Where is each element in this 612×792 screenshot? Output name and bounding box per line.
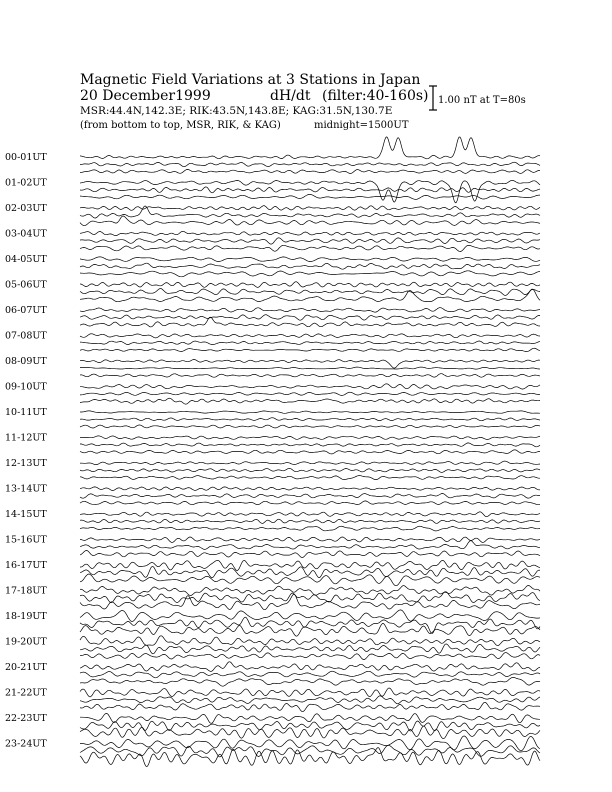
trace-20-21UT-KAG	[80, 662, 540, 672]
trace-17-18UT-RIK	[80, 592, 540, 603]
trace-05-06UT-KAG	[80, 282, 540, 288]
trace-18-19UT-MSR	[80, 623, 540, 636]
trace-06-07UT-RIK	[80, 315, 540, 321]
filter-label: (filter:40-160s)	[322, 88, 429, 104]
trace-22-23UT-KAG	[80, 713, 540, 723]
trace-17-18UT-KAG	[80, 586, 540, 596]
trace-14-15UT-KAG	[80, 512, 540, 517]
trace-20-21UT-RIK	[80, 671, 540, 678]
trace-15-16UT-RIK	[80, 541, 540, 550]
trace-11-12UT-MSR	[80, 450, 540, 454]
trace-22-23UT-RIK	[80, 721, 540, 731]
trace-21-22UT-MSR	[80, 702, 540, 711]
trace-03-04UT-KAG	[80, 231, 540, 235]
row-label-12-13UT: 12-13UT	[5, 458, 47, 469]
row-label-06-07UT: 06-07UT	[5, 305, 47, 316]
trace-16-17UT-RIK	[80, 566, 540, 577]
trace-19-20UT-KAG	[80, 636, 540, 646]
trace-19-20UT-RIK	[80, 644, 540, 654]
trace-18-19UT-RIK	[80, 617, 540, 633]
trace-06-07UT-KAG	[80, 308, 540, 313]
trace-20-21UT-MSR	[80, 677, 540, 686]
trace-19-20UT-MSR	[80, 653, 540, 660]
row-label-14-15UT: 14-15UT	[5, 509, 47, 520]
trace-08-09UT-KAG	[80, 360, 540, 369]
stations-label: MSR:44.4N,142.3E; RIK:43.5N,143.8E; KAG:31.5N,130.7E	[80, 105, 393, 117]
row-label-00-01UT: 00-01UT	[5, 152, 47, 163]
trace-05-06UT-MSR	[80, 289, 540, 302]
row-label-10-11UT: 10-11UT	[5, 407, 47, 418]
row-label-15-16UT: 15-16UT	[5, 534, 47, 546]
trace-12-13UT-MSR	[80, 476, 540, 480]
trace-04-05UT-MSR	[80, 271, 540, 277]
trace-12-13UT-RIK	[80, 468, 540, 472]
trace-15-16UT-MSR	[80, 551, 540, 558]
trace-04-05UT-KAG	[80, 257, 540, 262]
trace-01-02UT-KAG	[80, 180, 540, 203]
scale-bar-label: 1.00 nT at T=80s	[438, 95, 526, 106]
row-label-21-22UT: 21-22UT	[5, 687, 47, 699]
trace-16-17UT-KAG	[80, 560, 540, 570]
midnight-label: midnight=1500UT	[314, 120, 409, 131]
trace-06-07UT-MSR	[80, 317, 540, 327]
trace-02-03UT-KAG	[80, 206, 540, 211]
row-label-05-06UT: 05-06UT	[5, 279, 47, 291]
row-label-22-23UT: 22-23UT	[5, 713, 47, 724]
row-label-13-14UT: 13-14UT	[5, 483, 47, 495]
trace-15-16UT-KAG	[80, 537, 540, 543]
trace-00-01UT-RIK	[80, 162, 540, 167]
trace-05-06UT-RIK	[80, 289, 540, 296]
trace-21-22UT-RIK	[80, 696, 540, 704]
row-label-20-21UT: 20-21UT	[5, 662, 47, 673]
order-note: (from bottom to top, MSR, RIK, & KAG)	[80, 120, 281, 131]
trace-13-14UT-MSR	[80, 501, 540, 505]
row-label-04-05UT: 04-05UT	[5, 254, 47, 265]
trace-22-23UT-MSR	[80, 726, 540, 739]
trace-12-13UT-KAG	[80, 461, 540, 465]
trace-08-09UT-MSR	[80, 374, 540, 378]
row-label-11-12UT: 11-12UT	[5, 432, 47, 444]
quantity-label: dH/dt	[270, 88, 311, 104]
trace-10-11UT-RIK	[80, 418, 540, 421]
trace-13-14UT-RIK	[80, 494, 540, 499]
trace-17-18UT-MSR	[80, 594, 540, 609]
trace-03-04UT-RIK	[80, 238, 540, 244]
trace-23-24UT-KAG	[80, 736, 540, 751]
row-label-02-03UT: 02-03UT	[5, 203, 47, 214]
trace-10-11UT-MSR	[80, 425, 540, 428]
trace-08-09UT-RIK	[80, 367, 540, 369]
row-labels	[5, 152, 47, 750]
row-label-17-18UT: 17-18UT	[5, 585, 47, 597]
date-label: 20 December1999	[80, 88, 211, 104]
trace-00-01UT-MSR	[80, 169, 540, 173]
traces	[80, 137, 540, 767]
header	[80, 72, 526, 131]
row-label-07-08UT: 07-08UT	[5, 330, 47, 342]
row-label-03-04UT: 03-04UT	[5, 228, 47, 240]
trace-07-08UT-KAG	[80, 334, 540, 338]
trace-00-01UT-KAG	[80, 137, 540, 159]
trace-02-03UT-RIK	[80, 206, 540, 218]
trace-02-03UT-MSR	[80, 216, 540, 226]
trace-10-11UT-KAG	[80, 411, 540, 413]
row-label-08-09UT: 08-09UT	[5, 356, 47, 367]
row-label-01-02UT: 01-02UT	[5, 177, 47, 189]
row-label-19-20UT: 19-20UT	[5, 636, 47, 648]
trace-14-15UT-RIK	[80, 519, 540, 523]
row-label-23-24UT: 23-24UT	[5, 738, 47, 750]
trace-03-04UT-MSR	[80, 245, 540, 251]
trace-04-05UT-RIK	[80, 263, 540, 269]
row-label-16-17UT: 16-17UT	[5, 560, 47, 571]
trace-21-22UT-KAG	[80, 688, 540, 697]
trace-09-10UT-MSR	[80, 398, 540, 404]
trace-07-08UT-RIK	[80, 341, 540, 345]
trace-09-10UT-KAG	[80, 384, 540, 389]
trace-07-08UT-MSR	[80, 348, 540, 351]
trace-14-15UT-MSR	[80, 526, 540, 531]
scale-bar	[429, 86, 437, 110]
trace-16-17UT-MSR	[80, 574, 540, 586]
trace-13-14UT-KAG	[80, 487, 540, 491]
figure-title: Magnetic Field Variations at 3 Stations in Japan	[80, 72, 421, 88]
trace-01-02UT-MSR	[80, 194, 540, 199]
row-label-09-10UT: 09-10UT	[5, 381, 47, 393]
trace-09-10UT-RIK	[80, 392, 540, 395]
trace-11-12UT-KAG	[80, 436, 540, 440]
trace-11-12UT-RIK	[80, 443, 540, 447]
trace-23-24UT-MSR	[80, 748, 540, 767]
row-label-18-19UT: 18-19UT	[5, 611, 47, 622]
trace-18-19UT-KAG	[80, 610, 540, 622]
